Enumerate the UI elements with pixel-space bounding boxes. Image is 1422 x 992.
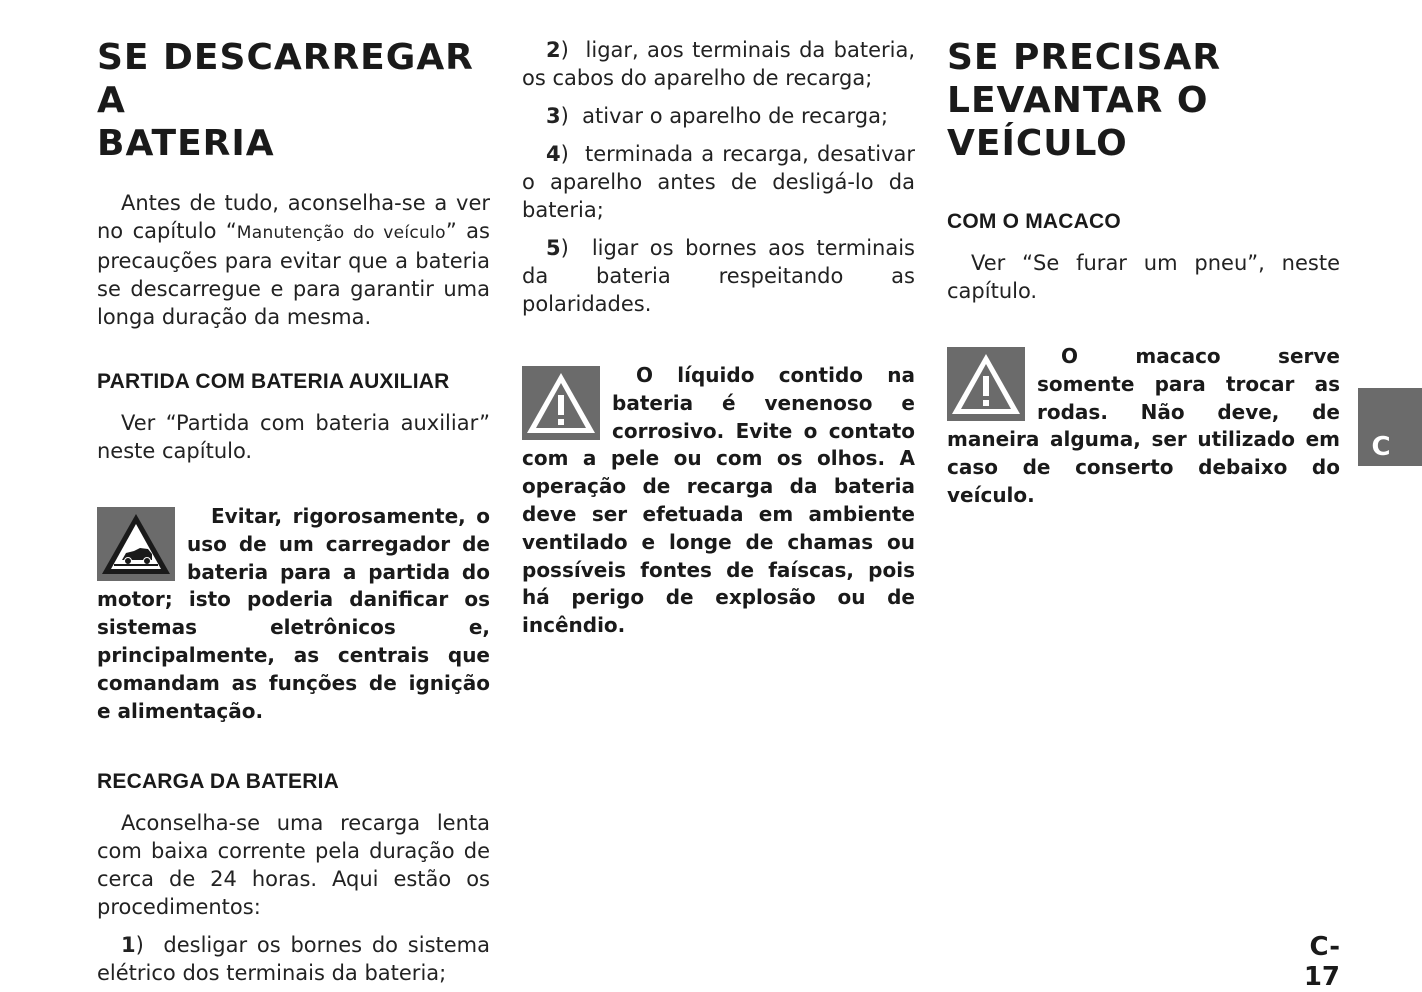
warning-text-jack: O macaco serve somente para trocar as rodas. Não deve, de maneira alguma, ser utilizado em caso de conserto debaixo do veículo. [947,344,1340,507]
title-line: SE DESCARREGAR A [97,37,474,121]
step-number: 5 [546,236,561,260]
right-column [947,36,1340,510]
chapter-tab [1358,388,1422,466]
exclamation-warning-triangle-icon [522,366,600,440]
car-warning-triangle-icon [97,507,175,581]
title-line: LEVANTAR O [947,80,1209,121]
step-number: 3 [546,104,561,128]
jack-heading: COM O MACACO [947,210,1121,233]
recharge-step-4: 4) terminada a recarga, desativar o aparelho antes de desligá-lo da bateria; [522,142,916,222]
battery-recharge-heading: RECARGA DA BATERIA [97,770,339,794]
jack-text: Ver “Se furar um pneu”, neste capítulo. [947,251,1340,303]
warning-box-jack [947,343,1340,510]
page-number: C-17 [1303,932,1340,992]
title-line: BATERIA [97,123,275,164]
warning-text-charger: Evitar, rigorosamente, o uso de um carregador de bateria para a partida do motor; isto poderia danificar os sistemas eletrônicos e, principalmente, as centrais que comandam as funções de ignição e alimentação. [97,504,490,723]
recharge-step-1: 1) desligar os bornes do sistema elétrico dos terminais da bateria; [97,933,490,986]
recharge-step-2: 2) ligar, aos terminais da bateria, os cabos do aparelho de recarga; [522,38,916,90]
exclamation-warning-triangle-icon [947,347,1025,421]
recharge-intro-text: Aconselha-se uma recarga lenta com baixa corrente pela duração de cerca de 24 horas. Aqui estão os procedimentos: [97,811,490,920]
chapter-tab-label: C [1371,432,1391,462]
left-column [97,36,490,987]
recharge-step-3: 3) ativar o aparelho de recarga; [546,104,889,128]
recharge-step-5: 5) ligar os bornes aos terminais da bateria respeitando as polaridades. [522,236,915,316]
battery-section-title [97,36,490,165]
title-line: VEÍCULO [947,123,1128,164]
battery-intro-paragraph: Antes de tudo, aconselha-se a ver no capítulo “Manutenção do veículo” as precauções para evitar que a bateria se descarregue e para garantir uma longa duração da mesma. [97,191,490,329]
warning-box-acid [522,362,915,640]
title-line: SE PRECISAR [947,37,1222,78]
auxiliary-battery-text: Ver “Partida com bateria auxiliar” neste capítulo. [97,411,490,463]
warning-box-charger [97,503,490,725]
step-number: 2 [546,38,561,62]
step-number: 4 [546,142,561,166]
lift-vehicle-title [947,36,1340,165]
step-number: 1 [121,933,136,958]
chapter-reference: Manutenção do veículo [236,223,446,243]
middle-column [522,36,915,640]
auxiliary-battery-heading: PARTIDA COM BATERIA AUXILIAR [97,370,450,393]
warning-text-acid: O líquido contido na bateria é venenoso e corrosivo. Evite o contato com a pele ou com os olhos. A operação de recarga da bateria deve ser efetuada em ambiente ventilado e longe de chamas ou possíveis fontes de faíscas, pois há perigo de explosão ou de incêndio. [522,363,915,638]
